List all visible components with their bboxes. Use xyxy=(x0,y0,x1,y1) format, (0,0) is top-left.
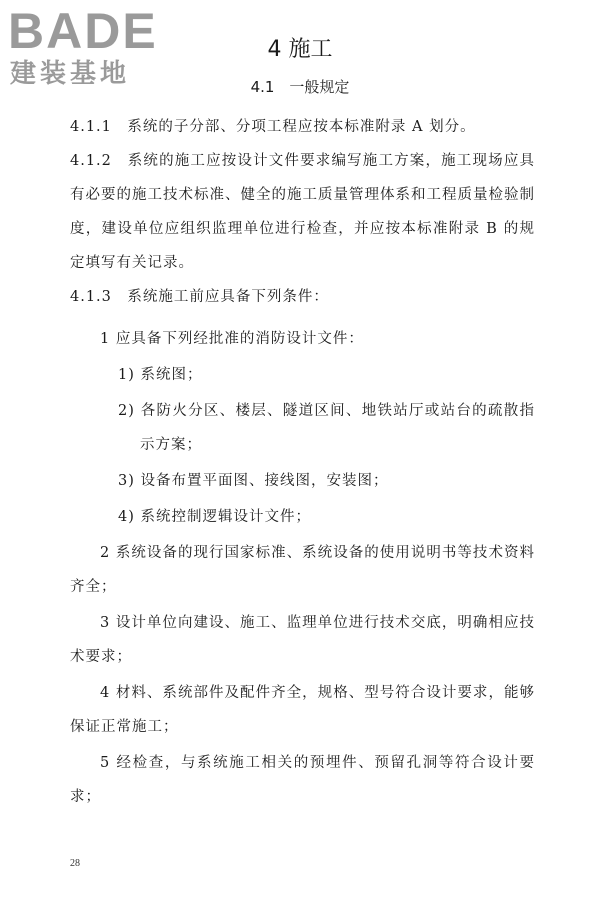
chapter-title: 4 施工 xyxy=(267,37,333,62)
sub-item-4: 4) 系统控制逻辑设计文件； xyxy=(118,509,311,525)
list-item-1: 1 应具备下列经批准的消防设计文件： xyxy=(100,331,364,347)
list-item-4: 4 材料、系统部件及配件齐全，规格、型号符合设计要求，能够保证正常施工； xyxy=(70,685,535,735)
logo-brand: BADE xyxy=(8,3,158,59)
list-item-2: 2 系统设备的现行国家标准、系统设备的使用说明书等技术资料齐全； xyxy=(70,545,535,595)
list-item-3: 3 设计单位向建设、施工、监理单位进行技术交底，明确相应技术要求； xyxy=(70,615,535,665)
sub-item-1: 1) 系统图； xyxy=(118,367,203,383)
section-title: 4.1 一般规定 xyxy=(250,78,350,96)
page-number: 28 xyxy=(70,858,80,869)
clause-4-1-2: 4.1.2 系统的施工应按设计文件要求编写施工方案，施工现场应具有必要的施工技术标准、健全的施工质量管理体系和工程质量检验制度，建设单位应组织监理单位进行检查，并应按本标准附录 B 的规定填写有关记录。 xyxy=(70,153,535,271)
logo-subtitle: 建装基地 xyxy=(10,59,131,89)
sub-item-3: 3) 设备布置平面图、接线图，安装图； xyxy=(118,473,389,489)
clause-4-1-1: 4.1.1 系统的子分部、分项工程应按本标准附录 A 划分。 xyxy=(70,119,476,135)
sub-item-2: 2) 各防火分区、楼层、隧道区间、地铁站厅或站台的疏散指示方案； xyxy=(118,403,535,453)
list-item-5: 5 经检查，与系统施工相关的预埋件、预留孔洞等符合设计要求； xyxy=(70,755,535,805)
clause-4-1-3: 4.1.3 系统施工前应具备下列条件： xyxy=(70,289,329,305)
